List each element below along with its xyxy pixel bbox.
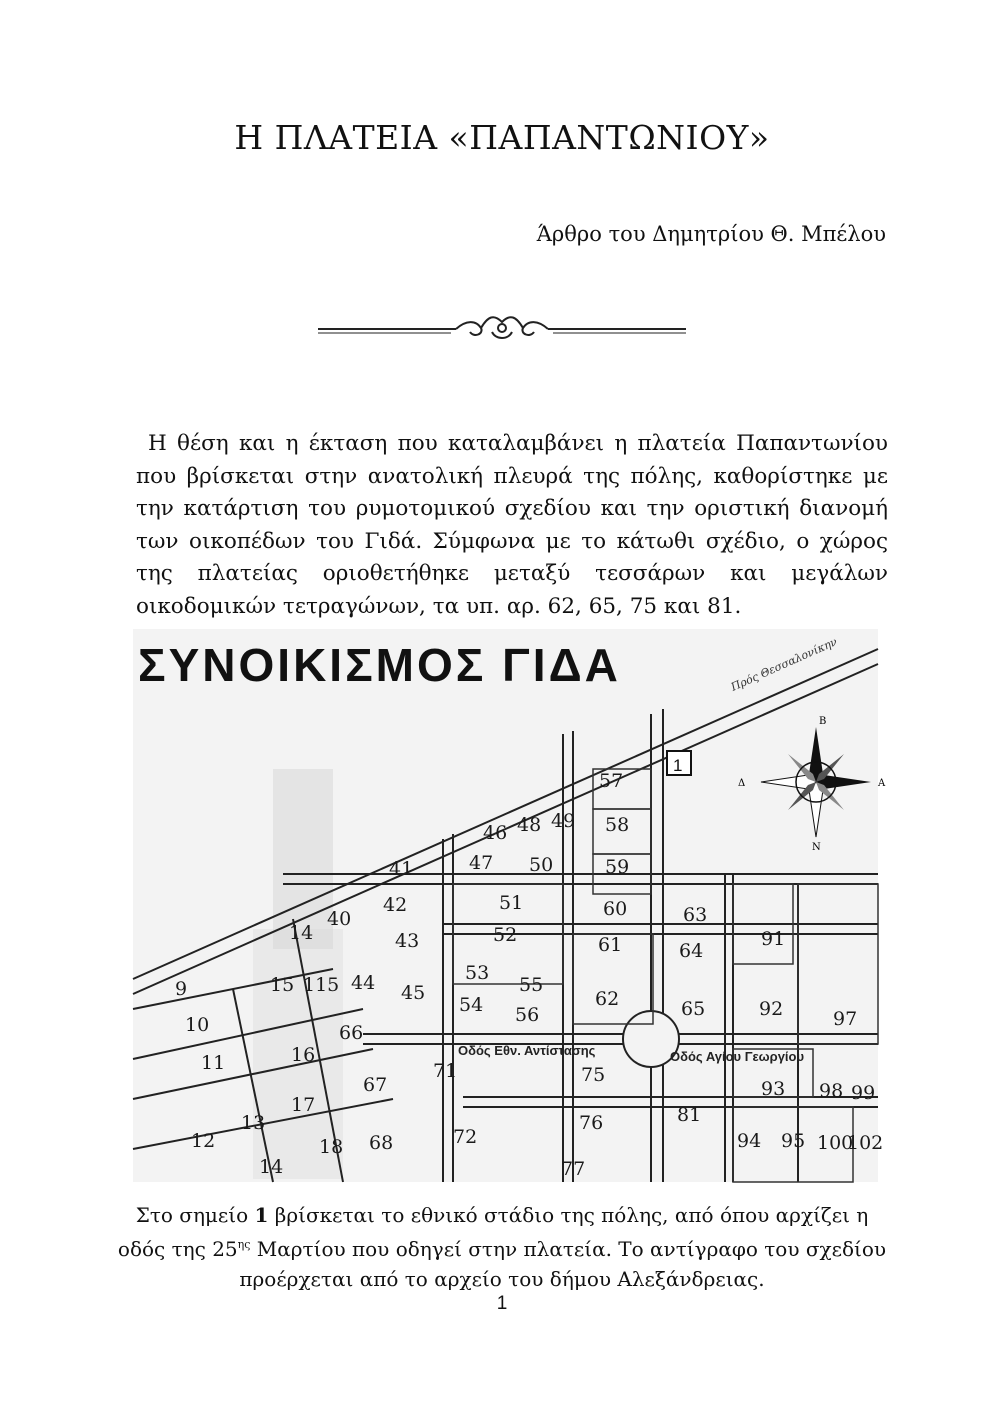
stadium-marker-label: 1	[673, 756, 683, 775]
street-label-ethnikis-antistasis: Οδός Εθν. Αντίστασης	[458, 1043, 596, 1058]
map-heading: ΣΥΝΟΙΚΙΣΜΟΣ ΓΙΔΑ	[138, 639, 621, 691]
block-number: 16	[291, 1044, 316, 1066]
block-number: 50	[529, 854, 554, 876]
block-number: 40	[327, 908, 352, 930]
block-number: 91	[761, 928, 786, 950]
block-number: 56	[515, 1004, 540, 1026]
block-number: 12	[191, 1130, 216, 1152]
block-number: 53	[465, 962, 490, 984]
block-number: 48	[517, 814, 542, 836]
block-number: 60	[603, 898, 628, 920]
block-number: 75	[581, 1064, 606, 1086]
block-number: 72	[453, 1126, 478, 1148]
block-number: 61	[598, 934, 623, 956]
block-number: 9	[175, 978, 188, 1000]
block-number: 52	[493, 924, 518, 946]
block-number: 92	[759, 998, 784, 1020]
map-caption: Στο σημείο 1 βρίσκεται το εθνικό στάδιο της πόλης, από όπου αρχίζει η οδός της $25^{\eta\varsigma}$ Μαρτίου που οδηγεί στην πλατεία. Το αντίγραφο του σχεδίου προέρχεται από το αρχείο του δήμου Αλεξάνδρειας.	[117, 1203, 887, 1291]
block-number: 17	[291, 1094, 316, 1116]
block-number: 62	[595, 988, 620, 1010]
svg-text:Β: Β	[819, 716, 827, 727]
block-number: 42	[383, 894, 408, 916]
map-figure	[133, 629, 886, 1182]
block-number: 51	[499, 892, 524, 914]
block-number: 65	[681, 998, 706, 1020]
block-number: 18	[319, 1136, 344, 1158]
caption-marker-number: 1	[254, 1203, 269, 1227]
block-number: 55	[519, 974, 544, 996]
block-number: 95	[781, 1130, 806, 1152]
block-number: 98	[819, 1080, 844, 1102]
block-number: 49	[551, 810, 576, 832]
block-number: 45	[401, 982, 426, 1004]
block-number: 47	[469, 852, 494, 874]
block-number: 66	[339, 1022, 364, 1044]
block-number: 93	[761, 1078, 786, 1100]
block-number: 14	[289, 922, 314, 944]
block-number: 76	[579, 1112, 604, 1134]
block-number: 77	[561, 1158, 586, 1180]
block-number: 68	[369, 1132, 394, 1154]
block-number: 57	[599, 770, 624, 792]
block-number: 99	[851, 1082, 876, 1104]
block-number: 58	[605, 814, 630, 836]
article-title: Η ΠΛΑΤΕΙΑ «ΠΑΠΑΝΤΩΝΙΟΥ»	[234, 118, 770, 157]
street-label-agiou-georgiou: Οδός Αγίου Γεωργίου	[670, 1049, 805, 1064]
svg-text:Δ: Δ	[738, 778, 746, 789]
block-number: 41	[389, 858, 414, 880]
block-number: 43	[395, 930, 420, 952]
block-number: 97	[833, 1008, 858, 1030]
page-number: 1	[496, 1293, 508, 1314]
block-number: 115	[303, 974, 340, 996]
svg-text:Α: Α	[878, 778, 886, 789]
ornament-divider	[316, 310, 688, 348]
svg-text:Ν: Ν	[812, 842, 821, 853]
block-number: 54	[459, 994, 484, 1016]
town-plan-map	[133, 629, 886, 1182]
block-number: 59	[605, 856, 630, 878]
author-line: Άρθρο του Δημητρίου Θ. Μπέλου	[536, 222, 886, 246]
block-number: 46	[483, 822, 508, 844]
block-number: 71	[433, 1060, 458, 1082]
block-number: 102	[847, 1132, 884, 1154]
block-number: 67	[363, 1074, 388, 1096]
block-number: 13	[241, 1112, 266, 1134]
block-number: 11	[201, 1052, 226, 1074]
block-number: 44	[351, 972, 376, 994]
block-number: 10	[185, 1014, 210, 1036]
block-number: 14	[259, 1156, 284, 1178]
block-number: 63	[683, 904, 708, 926]
block-number: 100	[817, 1132, 854, 1154]
article-paragraph: Η θέση και η έκταση που καταλαμβάνει η πλατεία Παπαντωνίου που βρίσκεται στην ανατολική πλευρά της πόλης, καθορίστηκε με την κατάρτιση του ρυμοτομικού σχεδίου και την οριστική διανομή των οικοπέδων του Γιδά. Σύμφωνα με το κάτωθι σχέδιο, ο χώρος της πλατείας οριοθετήθηκε μεταξύ τεσσάρων και μεγάλων οικοδομικών τετραγώνων, τα υπ. αρ. 62, 65, 75 και 81.	[136, 431, 888, 619]
block-number: 94	[737, 1130, 762, 1152]
block-number: 81	[677, 1104, 702, 1126]
block-number: 64	[679, 940, 704, 962]
block-number: 15	[270, 974, 295, 996]
road-label: Πρός Θεσσαλονίκην	[728, 635, 840, 694]
